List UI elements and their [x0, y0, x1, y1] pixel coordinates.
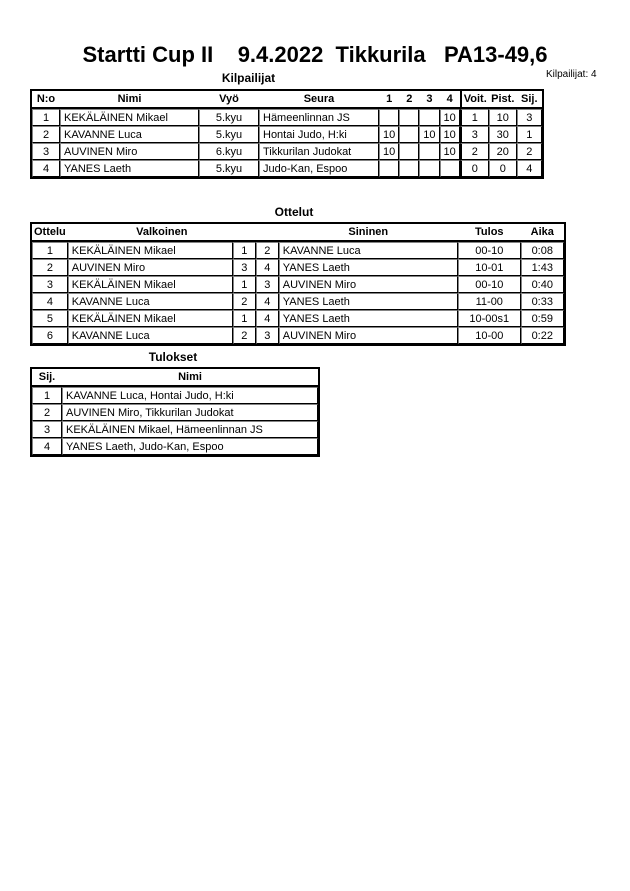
- cell-white-name: AUVINEN Miro: [68, 259, 233, 276]
- cell-time: 0:40: [521, 276, 564, 293]
- col-header-ottelu: Ottelu: [32, 224, 68, 242]
- cell-vyo: 5.kyu: [199, 126, 259, 143]
- cell-nimi: KAVANNE Luca: [60, 126, 199, 143]
- cell-seura: Judo-Kan, Espoo: [259, 160, 379, 177]
- col-header-3: 3: [419, 91, 439, 109]
- col-header-valkoinen: Valkoinen: [68, 224, 256, 242]
- cell-result: 10-01: [458, 259, 521, 276]
- cell-place: 4: [32, 438, 62, 455]
- cell-pist: 20: [489, 143, 517, 160]
- col-header-vyo: Vyö: [199, 91, 259, 109]
- cell-score-1: [379, 109, 399, 126]
- table-header-row: [32, 369, 318, 387]
- cell-sij: 4: [517, 160, 542, 177]
- competitor-count-label: Kilpailijat: 4: [546, 69, 597, 80]
- section-title-ottelut: Ottelut: [274, 205, 314, 219]
- cell-sij: 3: [517, 109, 542, 126]
- cell-white-name: KEKÄLÄINEN Mikael: [68, 242, 233, 259]
- table-row: [32, 276, 564, 293]
- col-header-sij: Sij.: [517, 91, 542, 109]
- cell-match-no: 6: [32, 327, 68, 344]
- table-row: [32, 126, 542, 143]
- cell-result: 10-00: [458, 327, 521, 344]
- cell-white-no: 1: [233, 310, 256, 327]
- section-title-kilpailijat: Kilpailijat: [221, 71, 276, 85]
- cell-name-club: AUVINEN Miro, Tikkurilan Judokat: [62, 404, 318, 421]
- cell-blue-name: AUVINEN Miro: [279, 327, 458, 344]
- cell-blue-name: KAVANNE Luca: [279, 242, 458, 259]
- table-row: [32, 109, 542, 126]
- table-row: [32, 242, 564, 259]
- cell-time: 1:43: [521, 259, 564, 276]
- cell-name-club: KEKÄLÄINEN Mikael, Hämeenlinnan JS: [62, 421, 318, 438]
- col-header-sininen: Sininen: [279, 224, 458, 242]
- col-header-no: N:o: [32, 91, 60, 109]
- cell-name-club: YANES Laeth, Judo-Kan, Espoo: [62, 438, 318, 455]
- cell-seura: Tikkurilan Judokat: [259, 143, 379, 160]
- col-header-voit: Voit.: [460, 91, 489, 109]
- cell-score-1: [379, 160, 399, 177]
- table-header-row: [32, 224, 564, 242]
- col-header-1: 1: [379, 91, 399, 109]
- col-header-sij: Sij.: [32, 369, 62, 387]
- cell-voit: 1: [460, 109, 489, 126]
- cell-score-2: [399, 109, 419, 126]
- col-header-aika: Aika: [521, 224, 564, 242]
- cell-seura: Hontai Judo, H:ki: [259, 126, 379, 143]
- cell-white-no: 2: [233, 327, 256, 344]
- col-header-pist: Pist.: [489, 91, 517, 109]
- cell-result: 00-10: [458, 242, 521, 259]
- cell-score-1: 10: [379, 126, 399, 143]
- cell-score-4: 10: [440, 126, 460, 143]
- table-row: [32, 259, 564, 276]
- cell-result: 11-00: [458, 293, 521, 310]
- cell-name-club: KAVANNE Luca, Hontai Judo, H:ki: [62, 387, 318, 404]
- table-row: [32, 327, 564, 344]
- cell-result: 00-10: [458, 276, 521, 293]
- col-header-2: 2: [399, 91, 419, 109]
- cell-pist: 30: [489, 126, 517, 143]
- cell-score-3: 10: [419, 126, 439, 143]
- col-header-nimi: Nimi: [60, 91, 199, 109]
- cell-no: 2: [32, 126, 60, 143]
- cell-voit: 3: [460, 126, 489, 143]
- cell-seura: Hämeenlinnan JS: [259, 109, 379, 126]
- cell-blue-no: 4: [256, 310, 279, 327]
- cell-white-no: 1: [233, 242, 256, 259]
- cell-blue-no: 3: [256, 276, 279, 293]
- table-row: [32, 160, 542, 177]
- cell-time: 0:08: [521, 242, 564, 259]
- col-header-nimi: Nimi: [62, 369, 318, 387]
- table-row: [32, 438, 318, 455]
- cell-score-2: [399, 160, 419, 177]
- cell-score-2: [399, 143, 419, 160]
- cell-pist: 0: [489, 160, 517, 177]
- table-row: [32, 404, 318, 421]
- cell-score-4: [440, 160, 460, 177]
- cell-blue-no: 2: [256, 242, 279, 259]
- cell-white-name: KEKÄLÄINEN Mikael: [68, 276, 233, 293]
- cell-match-no: 5: [32, 310, 68, 327]
- cell-score-4: 10: [440, 143, 460, 160]
- cell-pist: 10: [489, 109, 517, 126]
- cell-blue-name: YANES Laeth: [279, 259, 458, 276]
- cell-white-no: 1: [233, 276, 256, 293]
- cell-score-3: [419, 160, 439, 177]
- cell-no: 1: [32, 109, 60, 126]
- cell-blue-no: 3: [256, 327, 279, 344]
- page-title: Startti Cup II 9.4.2022 Tikkurila PA13-49,6: [82, 42, 548, 67]
- table-row: [32, 293, 564, 310]
- cell-blue-name: AUVINEN Miro: [279, 276, 458, 293]
- cell-vyo: 5.kyu: [199, 160, 259, 177]
- table-row: [32, 387, 318, 404]
- cell-no: 4: [32, 160, 60, 177]
- competitors-table: [30, 89, 544, 179]
- cell-voit: 2: [460, 143, 489, 160]
- col-header-4: 4: [440, 91, 460, 109]
- section-title-tulokset: Tulokset: [148, 350, 198, 364]
- cell-match-no: 4: [32, 293, 68, 310]
- cell-nimi: AUVINEN Miro: [60, 143, 199, 160]
- col-header-spacer: [256, 224, 279, 242]
- matches-table: [30, 222, 566, 346]
- cell-score-4: 10: [440, 109, 460, 126]
- table-row: [32, 421, 318, 438]
- col-header-tulos: Tulos: [458, 224, 521, 242]
- cell-place: 2: [32, 404, 62, 421]
- cell-blue-name: YANES Laeth: [279, 310, 458, 327]
- cell-time: 0:59: [521, 310, 564, 327]
- cell-result: 10-00s1: [458, 310, 521, 327]
- cell-no: 3: [32, 143, 60, 160]
- cell-match-no: 2: [32, 259, 68, 276]
- cell-nimi: YANES Laeth: [60, 160, 199, 177]
- table-header-row: [32, 91, 542, 109]
- table-row: [32, 310, 564, 327]
- cell-white-no: 3: [233, 259, 256, 276]
- cell-blue-name: YANES Laeth: [279, 293, 458, 310]
- cell-place: 1: [32, 387, 62, 404]
- cell-white-name: KEKÄLÄINEN Mikael: [68, 310, 233, 327]
- cell-place: 3: [32, 421, 62, 438]
- col-header-seura: Seura: [259, 91, 379, 109]
- cell-score-3: [419, 143, 439, 160]
- cell-sij: 1: [517, 126, 542, 143]
- cell-match-no: 1: [32, 242, 68, 259]
- cell-nimi: KEKÄLÄINEN Mikael: [60, 109, 199, 126]
- cell-score-3: [419, 109, 439, 126]
- cell-white-name: KAVANNE Luca: [68, 327, 233, 344]
- results-table: [30, 367, 320, 457]
- cell-blue-no: 4: [256, 259, 279, 276]
- cell-voit: 0: [460, 160, 489, 177]
- cell-white-name: KAVANNE Luca: [68, 293, 233, 310]
- table-row: [32, 143, 542, 160]
- cell-white-no: 2: [233, 293, 256, 310]
- cell-score-1: 10: [379, 143, 399, 160]
- cell-sij: 2: [517, 143, 542, 160]
- cell-time: 0:22: [521, 327, 564, 344]
- cell-vyo: 5.kyu: [199, 109, 259, 126]
- cell-blue-no: 4: [256, 293, 279, 310]
- cell-vyo: 6.kyu: [199, 143, 259, 160]
- cell-match-no: 3: [32, 276, 68, 293]
- cell-time: 0:33: [521, 293, 564, 310]
- cell-score-2: [399, 126, 419, 143]
